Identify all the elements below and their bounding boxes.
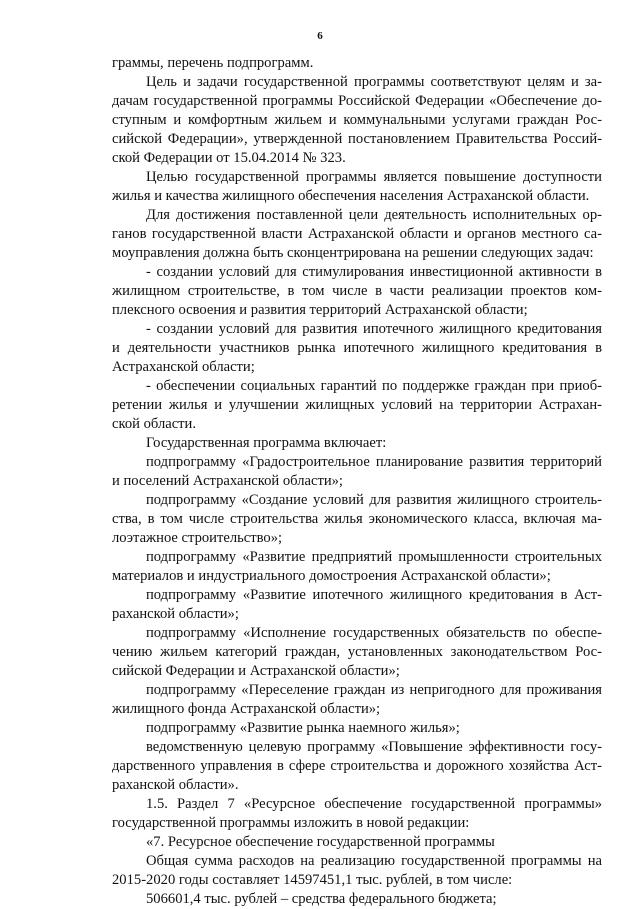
text-line: подпрограмму «Создание условий для развития жилищного строитель- [146,492,602,508]
text-line: 2015-2020 годы составляет 14597451,1 тыс. рублей, в том числе: [112,872,513,888]
text-line: Для достижения поставленной цели деятельность исполнительных ор- [146,207,602,223]
text-line: чению жильем категорий граждан, установленных законодательством Рос- [112,644,602,660]
text-line: и деятельности участников рынка ипотечного жилищного кредитования в [112,340,602,356]
text-line: жилищного фонда Астраханской области»; [112,701,381,717]
text-line: раханской области»; [112,606,239,622]
text-line: сийской Федерации и Астраханской области»; [112,663,400,679]
text-line: Государственная программа включает: [146,435,387,451]
text-line: - обеспечении социальных гарантий по поддержке граждан при приоб- [146,378,602,394]
text-line: материалов и индустриального домостроения Астраханской области»; [112,568,551,584]
text-line: - создании условий для развития ипотечного жилищного кредитования [146,321,602,337]
text-line: жилья и качества жилищного обеспечения населения Астраханской области. [112,188,590,204]
text-line: подпрограмму «Исполнение государственных обязательств по обеспе- [146,625,602,641]
text-line: Астраханской области; [112,359,255,375]
text-line: моуправления должна быть сконцентрирована на решении следующих задач: [112,245,594,261]
text-line: лоэтажное строительство»; [112,530,283,546]
page-number: 6 [317,30,323,42]
text-line: 506601,4 тыс. рублей – средства федерального бюджета; [146,891,497,907]
text-line: дарственного управления в сфере строительства и дорожного хозяйства Аст- [112,758,602,774]
text-line: ретении жилья и улучшении жилищных условий на территории Астрахан- [112,397,602,413]
text-line: Цель и задачи государственной программы соответствуют целям и за- [146,74,602,90]
text-line: государственной программы изложить в новой редакции: [112,815,470,831]
text-line: Целью государственной программы является повышение доступности [146,169,602,185]
text-line: подпрограмму «Градостроительное планирование развития территорий [146,454,602,470]
text-line: подпрограмму «Переселение граждан из непригодного для проживания [146,682,602,698]
text-line: раханской области». [112,777,239,793]
text-line: ганов государственной власти Астраханской области и органов местного са- [112,226,602,242]
text-line: ской области. [112,416,197,432]
text-line: «7. Ресурсное обеспечение государственной программы [146,834,495,850]
text-line: подпрограмму «Развитие рынка наемного жилья»; [146,720,460,736]
text-line: граммы, перечень подпрограмм. [112,55,314,71]
text-line: Общая сумма расходов на реализацию государственной программы на [146,853,602,869]
text-line: ведомственную целевую программу «Повышение эффективности госу- [146,739,602,755]
text-line: подпрограмму «Развитие ипотечного жилищного кредитования в Аст- [146,587,602,603]
text-line: ства, в том числе строительства жилья экономического класса, включая ма- [112,511,602,527]
text-line: ской Федерации от 15.04.2014 № 323. [112,150,346,166]
text-line: плексного освоения и развития территорий Астраханской области; [112,302,528,318]
text-line: дачам государственной программы Российской Федерации «Обеспечение до- [112,93,602,109]
text-line: ступным и комфортным жильем и коммунальными услугами граждан Рос- [112,112,602,128]
text-line: 1.5. Раздел 7 «Ресурсное обеспечение государственной программы» [146,796,602,812]
document-body [112,54,602,909]
text-line: подпрограмму «Развитие предприятий промышленности строительных [146,549,602,565]
text-line: - создании условий для стимулирования инвестиционной активности в [146,264,602,280]
text-line: сийской Федерации», утвержденной постановлением Правительства Россий- [112,131,602,147]
text-line: жилищном строительстве, в том числе в части реализации проектов ком- [112,283,602,299]
text-line: и поселений Астраханской области»; [112,473,343,489]
